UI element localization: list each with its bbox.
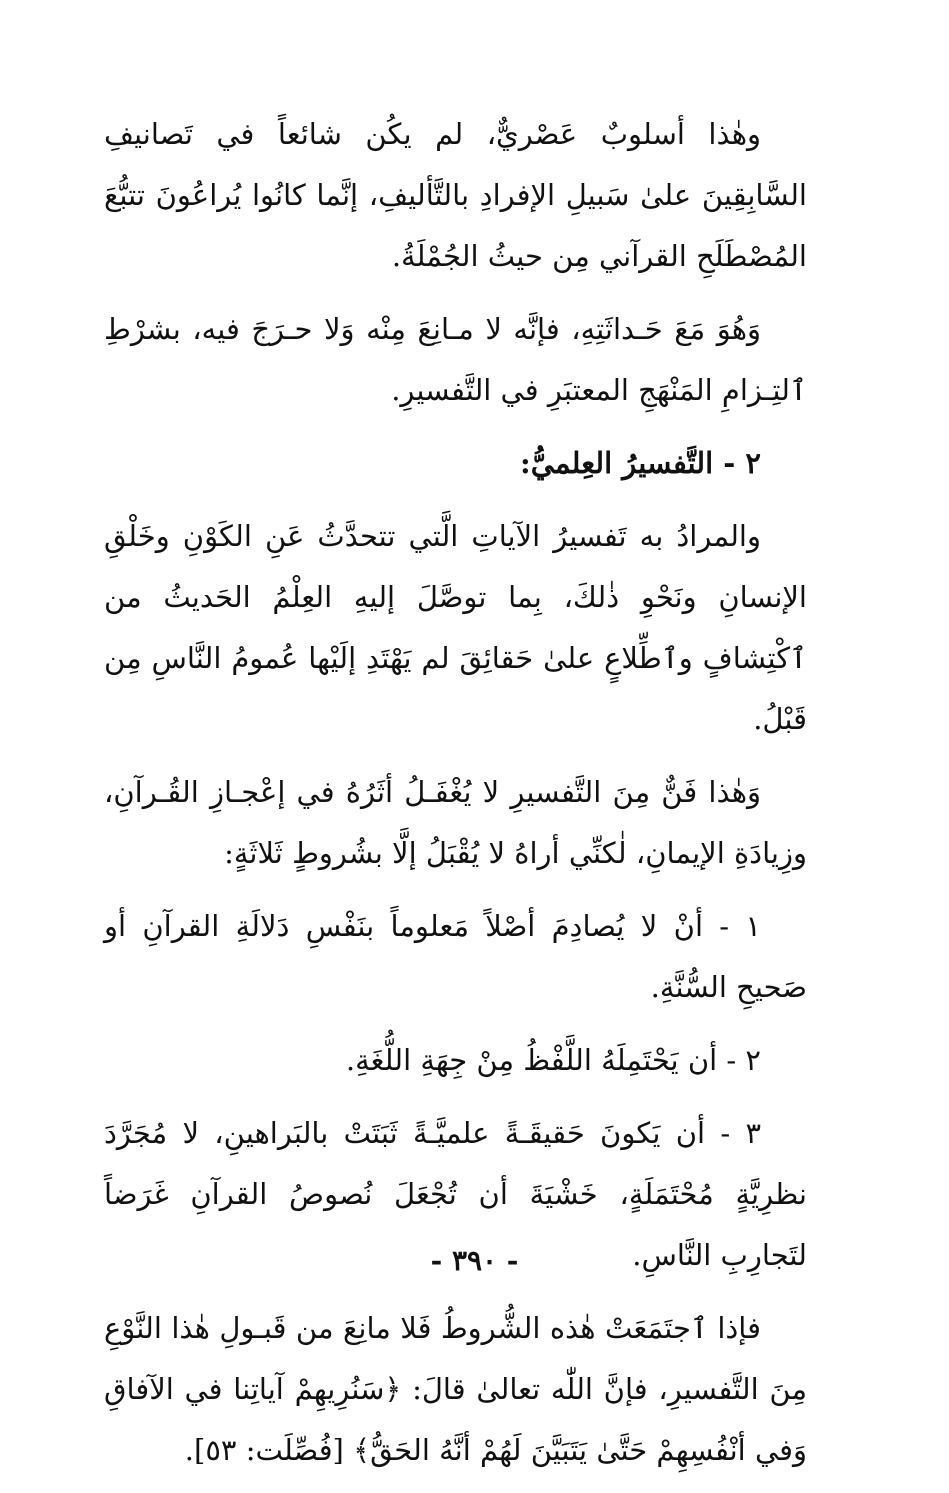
paragraph-definition: والمرادُ به تَفسيرُ الآياتِ الَّتي تتحدَّثُ عَنِ الكَوْنِ وخَلْقِ الإنسانِ ونَحْوِ ذٰلكَ، بِما توصَّلَ إليهِ العِلْمُ الحَديثُ من ٱكْتِشافٍ وٱطِّلاعٍ علىٰ حَقائِقَ لم يَهْتَدِ إلَيْها عُمومُ النَّاسِ مِن قَبْلُ. bbox=[104, 519, 807, 736]
paragraph-permissibility: وَهُوَ مَعَ حَـداثَتِهِ، فإنَّه لا مـانِعَ مِنْه وَلا حـرَجَ فيه، بشرْطِ ٱلتِـزامِ المَنْهَجِ المعتبَرِ في التَّفسيرِ. bbox=[104, 312, 807, 407]
section-heading: ٢ - التَّفسيرُ العِلميُّ: bbox=[520, 446, 761, 480]
paragraph-modern-style: وهٰذا أسلوبٌ عَصْريٌّ، لم يكُن شائعاً في تَصانيفِ السَّابِقِينَ علىٰ سَبيلِ الإفرادِ بالتَّأليفِ، إنَّما كانُوا يُراعُونَ تتبُّعَ المُصْطَلَحِ القرآني مِن حيثُ الجُمْلَةُ. bbox=[104, 117, 807, 273]
condition-item-3: ٣ - أن يَكونَ حَقيقَـةً علميَّـةً ثَبَتَتْ بالبَراهينِ، لا مُجَرَّدَ نظرِيَّةٍ مُحْتَمَلَةٍ، خَشْيَةَ أن تُجْعَلَ نُصوصُ القرآنِ غَرَضاً لتَجارِبِ النَّاسِ. bbox=[104, 1116, 807, 1272]
paragraph-conditions-intro: وَهٰذا فَنٌّ مِنَ التَّفسيرِ لا يُغْفَـلُ أثَرُهُ في إعْجـازِ القُـرآنِ، وزِيادَةِ الإيمانِ، لٰكنِّي أراهُ لا يُقْبَلُ إلَّا بشُروطٍ ثَلاثَةٍ: bbox=[104, 775, 807, 870]
page-number: - ٣٩٠ - bbox=[430, 1244, 519, 1277]
condition-item-1: ١ - أنْ لا يُصادِمَ أصْلاً مَعلوماً بنَفْسِ دَلالَةِ القرآنِ أو صَحيحِ السُّنَّةِ. bbox=[104, 909, 807, 1004]
condition-item-2: ٢ - أن يَحْتَمِلَهُ اللَّفْظُ مِنْ جِهَةِ اللُّغَةِ. bbox=[345, 1043, 761, 1077]
paragraph-conclusion: فإذا ٱجتَمَعَتْ هٰذه الشُّروطُ فَلا مانِعَ من قَبـولِ هٰذا النَّوْعِ مِنَ التَّفسيرِ، فإنَّ اللّٰه تعالىٰ قالَ: ﴿سَنُرِيهِمْ آياتِنا في الآفاقِ وَفي أنْفُسِهِمْ حَتَّىٰ يَتَبَيَّنَ لَهُمْ أنَّهُ الحَقُّ﴾ [فُصِّلَت: ٥٣]. bbox=[104, 1311, 807, 1467]
body-text bbox=[104, 104, 807, 1493]
